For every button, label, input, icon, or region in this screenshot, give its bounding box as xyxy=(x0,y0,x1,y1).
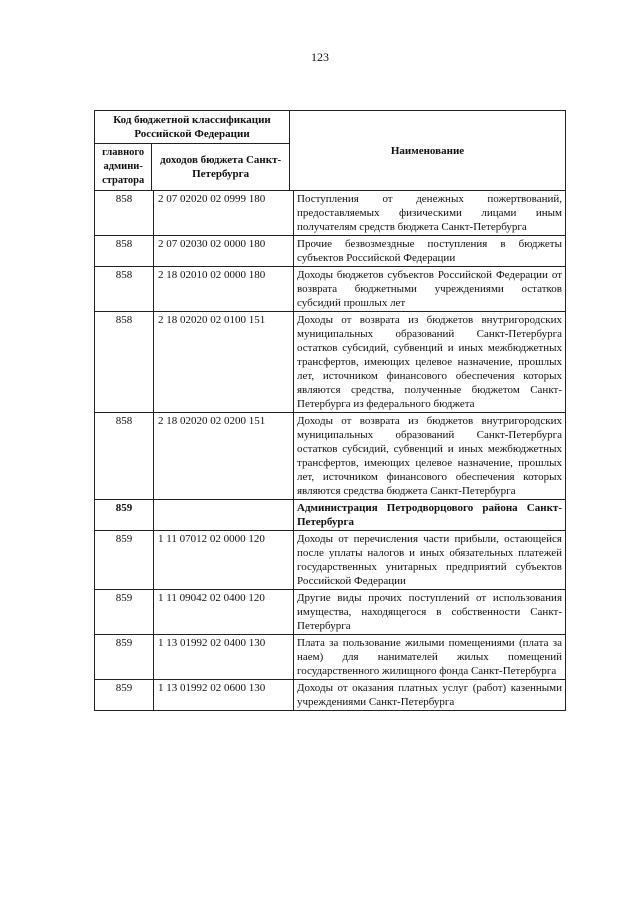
name-cell: Администрация Петродворцового района Санкт-Петербурга xyxy=(294,500,566,531)
code-cell: 2 18 02020 02 0100 151 xyxy=(154,312,294,413)
code-cell: 1 11 09042 02 0400 120 xyxy=(154,590,294,635)
table-row xyxy=(95,590,566,635)
admin-cell: 859 xyxy=(95,680,154,711)
code-cell: 2 07 02020 02 0999 180 xyxy=(154,191,294,236)
table-body xyxy=(95,191,566,711)
admin-cell: 859 xyxy=(95,500,154,531)
admin-cell: 858 xyxy=(95,191,154,236)
table-row xyxy=(95,635,566,680)
code-cell: 1 11 07012 02 0000 120 xyxy=(154,531,294,590)
table-row xyxy=(95,680,566,711)
admin-column-header: главного админи-стратора xyxy=(95,144,152,191)
table-row xyxy=(95,191,566,236)
name-column-header: Наименование xyxy=(290,111,566,191)
admin-cell: 859 xyxy=(95,590,154,635)
table-row xyxy=(95,500,566,531)
code-cell: 2 07 02030 02 0000 180 xyxy=(154,236,294,267)
admin-cell: 858 xyxy=(95,267,154,312)
name-cell: Доходы от оказания платных услуг (работ) казенными учреждениями Санкт-Петербурга xyxy=(294,680,566,711)
table-row xyxy=(95,531,566,590)
code-cell: 2 18 02020 02 0200 151 xyxy=(154,413,294,500)
name-cell: Доходы бюджетов субъектов Российской Федерации от возврата бюджетными учреждениями остатков субсидий прошлых лет xyxy=(294,267,566,312)
code-cell xyxy=(154,500,294,531)
code-cell: 2 18 02010 02 0000 180 xyxy=(154,267,294,312)
name-cell: Доходы от возврата из бюджетов внутригородских муниципальных образований Санкт-Петербурга остатков субсидий, субвенций и иных межбюджетных трансфертов, имеющих целевое назначение, прошлых лет, источником финансового обеспечения которых являются средства, полученные бюджетом Санкт-Петербурга из федерального бюджета xyxy=(294,312,566,413)
table-row xyxy=(95,236,566,267)
admin-cell: 858 xyxy=(95,236,154,267)
name-cell: Доходы от перечисления части прибыли, остающейся после уплаты налогов и иных обязательных платежей государственных унитарных предприятий субъектов Российской Федерации xyxy=(294,531,566,590)
admin-cell: 858 xyxy=(95,413,154,500)
code-cell: 1 13 01992 02 0600 130 xyxy=(154,680,294,711)
admin-cell: 859 xyxy=(95,531,154,590)
name-cell: Плата за пользование жилыми помещениями (плата за наем) для нанимателей жилых помещений государственного жилищного фонда Санкт-Петербурга xyxy=(294,635,566,680)
income-column-header: доходов бюджета Санкт-Петербурга xyxy=(152,144,290,191)
admin-cell: 858 xyxy=(95,312,154,413)
table-row xyxy=(95,267,566,312)
page-number: 123 xyxy=(311,50,329,64)
name-cell: Поступления от денежных пожертвований, предоставляемых физическими лицами иным получателям средств бюджета Санкт-Петербурга xyxy=(294,191,566,236)
code-group-header: Код бюджетной классификации Российской Федерации xyxy=(95,111,290,144)
table-header xyxy=(94,110,566,191)
code-cell: 1 13 01992 02 0400 130 xyxy=(154,635,294,680)
table-row xyxy=(95,413,566,500)
table-row xyxy=(95,312,566,413)
admin-cell: 859 xyxy=(95,635,154,680)
name-cell: Доходы от возврата из бюджетов внутригородских муниципальных образований Санкт-Петербурга остатков субсидий, субвенций и иных межбюджетных трансфертов, имеющих целевое назначение, прошлых лет, источником финансового обеспечения которых являются средства бюджета Санкт-Петербурга xyxy=(294,413,566,500)
name-cell: Другие виды прочих поступлений от использования имущества, находящегося в собственности Санкт-Петербурга xyxy=(294,590,566,635)
name-cell: Прочие безвозмездные поступления в бюджеты субъектов Российской Федерации xyxy=(294,236,566,267)
data-table xyxy=(94,190,566,711)
